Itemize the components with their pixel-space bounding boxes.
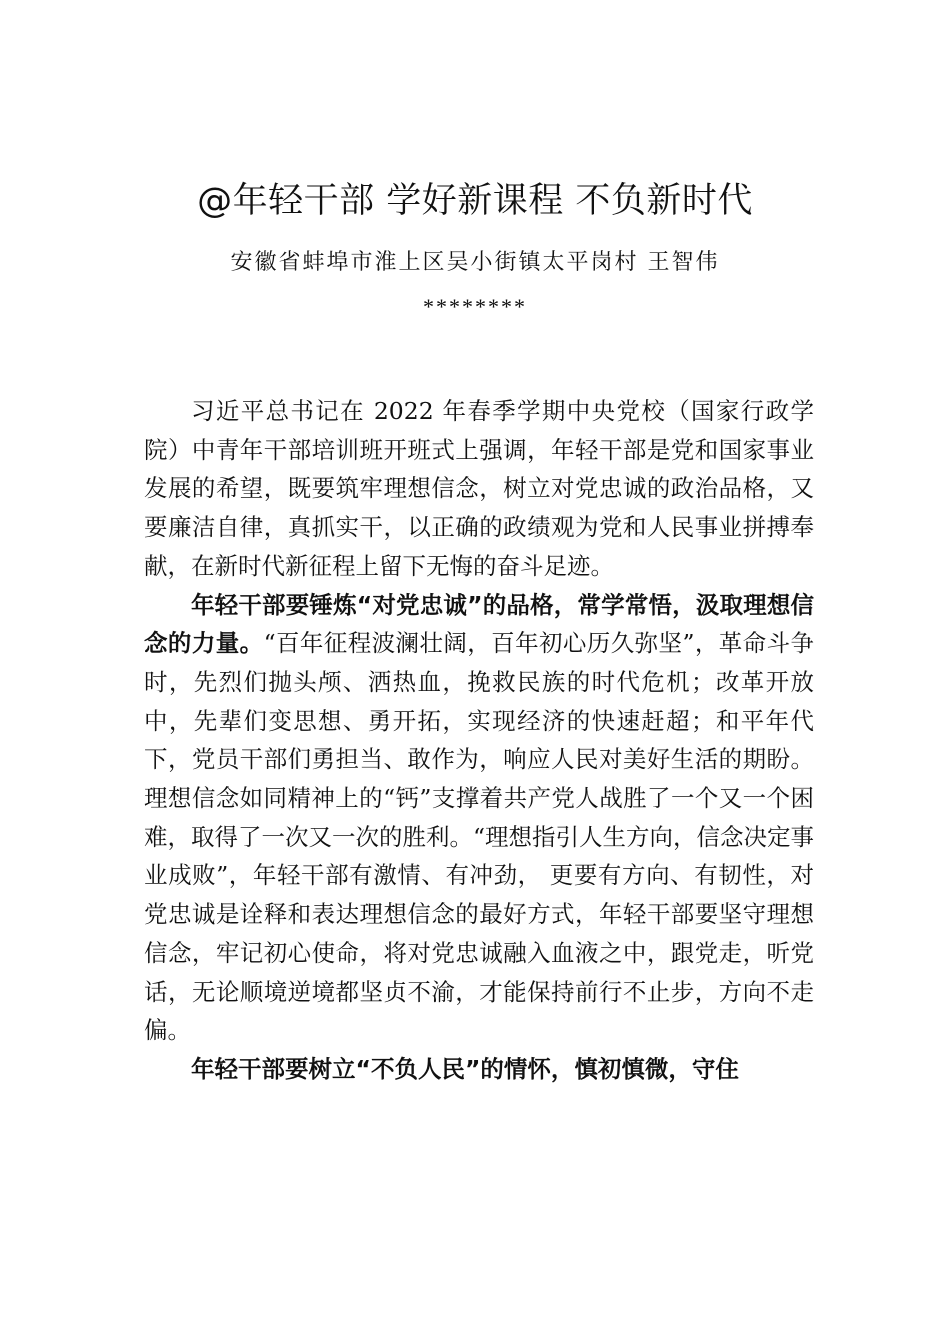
separator: ********: [423, 294, 527, 319]
paragraph-text: 习近平总书记在 2022 年春季学期中央党校（国家行政学院）中青年干部培训班开班式上强调，年轻干部是党和国家事业发展的希望，既要筑牢理想信念，树立对党忠诚的政治品格，又要廉洁自律，真抓实干，以正确的政绩观为党和人民事业拼搏奉献，在新时代新征程上留下无悔的奋斗足迹。: [144, 397, 814, 580]
paragraph-3: [144, 1050, 814, 1089]
paragraph-lead: 年轻干部要锤炼“对党忠诚”的品格，常学常悟，汲取理想信念的力量。: [144, 590, 814, 658]
paragraph-text: “百年征程波澜壮阔，百年初心历久弥坚”，革命斗争时，先烈们抛头颅、洒热血，挽救民族的时代危机；改革开放中，先辈们变思想、勇开拓，实现经济的快速赶超；和平年代下，党员干部们勇担当、敢作为，响应人民对美好生活的期盼。理想信念如同精神上的“钙”支撑着共产党人战胜了一个又一个困难，取得了一次又一次的胜利。“理想指引人生方向，信念决定事业成败”，年轻干部有激情、有冲劲， 更要有方向、有韧性，对党忠诚是诠释和表达理想信念的最好方式，年轻干部要坚守理想信念，牢记初心使命，将对党忠诚融入血液之中，跟党走，听党话，无论顺境逆境都坚贞不渝，才能保持前行不止步，方向不走偏。: [144, 629, 815, 1045]
paragraph-lead: 年轻干部要树立“不负人民”的情怀，慎初慎微，守住: [191, 1054, 739, 1083]
paragraph-1: [144, 392, 814, 586]
paragraph-2: [144, 586, 814, 1050]
article-body: [144, 392, 814, 1089]
author-line: 安徽省蚌埠市淮上区吴小街镇太平岗村 王智伟: [230, 250, 720, 275]
document-title: @年轻干部 学好新课程 不负新时代: [197, 181, 753, 221]
